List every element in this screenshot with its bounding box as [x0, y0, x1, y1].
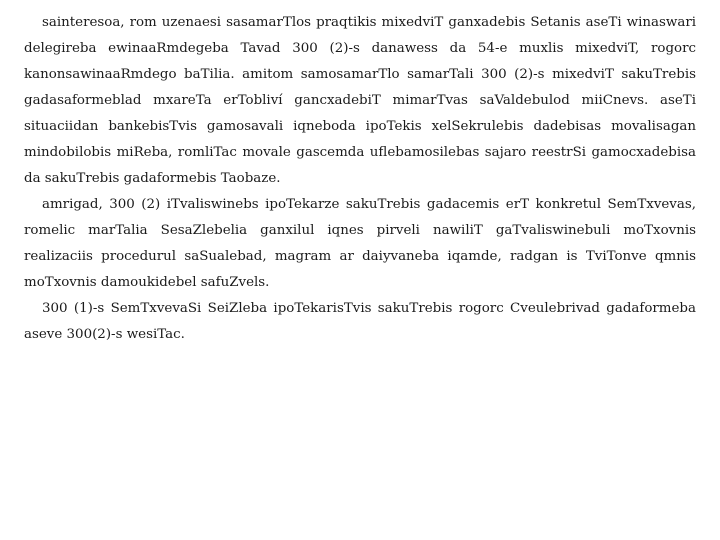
- document-body: [24, 10, 696, 348]
- paragraph: sainteresoa, rom uzenaesi sasamarTlos praqtikis mixedviT ganxadebis Setanis aseTi winaswari delegireba ewinaaRmdegeba Tavad 300 (2)-s danawess da 54-e muxlis mixedviT, rogorc kanonsawinaaRmdego baTilia. amitom samosamarTlo samarTali 300 (2)-s mixedviT sakuTrebis gadasaformeblad mxareTa erTobliví gancxadebiT mimarTvas saValdebulod miiCnevs. aseTi situaciidan bankebisTvis gamosavali iqneboda ipoTekis xelSekrulebis dadebisas movalisagan mindobilobis miReba, romliTac movale gascemda uflebamosilebas sajaro reestrSi gamocxadebisa da sakuTrebis gadaformebis Taobaze.: [24, 15, 696, 186]
- paragraph: 300 (1)-s SemTxvevaSi SeiZleba ipoTekarisTvis sakuTrebis rogorc Cveulebrivad gadaformeba aseve 300(2)-s wesiTac.: [24, 301, 696, 342]
- paragraph: amrigad, 300 (2) iTvaliswinebs ipoTekarze sakuTrebis gadacemis erT konkretul SemTxvevas, romelic marTalia SesaZlebelia ganxilul iqnes pirveli nawiliT gaTvaliswinebuli moTxovnis realizaciis procedurul saSualebad, magram ar daiyvaneba iqamde, radgan is TviTonve qmnis moTxovnis damoukidebel safuZvels.: [24, 197, 696, 290]
